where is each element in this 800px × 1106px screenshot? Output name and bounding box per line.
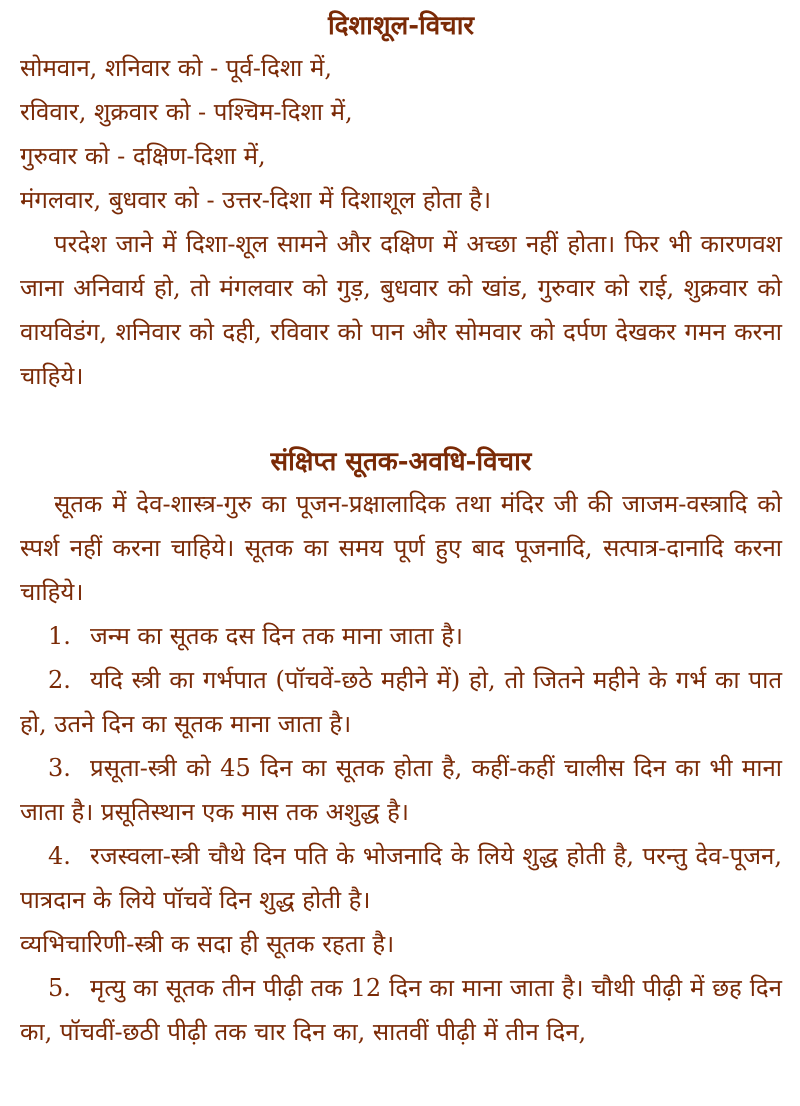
list-item-number: 1.	[48, 622, 71, 650]
list-item-text: प्रसूता-स्त्री को 45 दिन का सूतक होता है, कहीं-कहीं चालीस दिन का भी माना जाता है। प्रसूतिस्थान एक मास तक अशुद्ध है।	[20, 754, 782, 826]
list-item	[20, 746, 782, 834]
section-title-dishashool: दिशाशूल-विचार	[327, 11, 475, 41]
list-item	[20, 834, 782, 922]
dishashool-paragraph: परदेश जाने में दिशा-शूल सामने और दक्षिण में अच्छा नहीं होता। फिर भी कारणवश जाना अनिवार्य हो, तो मंगलवार को गुड़, बुधवार को खांड, गुरुवार को राई, शुक्रवार को वायविडंग, शनिवार को दही, रविवार को पान और सोमवार को दर्पण देखकर गमन करना चाहिये।	[20, 230, 782, 390]
list-item-number: 5.	[48, 974, 71, 1002]
dishashool-line-4: मंगलवार, बुधवार को - उत्तर-दिशा में दिशाशूल होता है।	[20, 186, 492, 214]
list-item	[20, 614, 782, 658]
dishashool-line-1: सोमवान, शनिवार को - पूर्व-दिशा में,	[20, 54, 332, 82]
dishashool-line-3: गुरुवार को - दक्षिण-दिशा में,	[20, 142, 266, 170]
section-title-sutak: संक्षिप्त सूतक-अवधि-विचार	[270, 447, 532, 477]
section-gap	[20, 398, 782, 442]
list-item-text: रजस्वला-स्त्री चौथे दिन पति के भोजनादि के लिये शुद्ध होती है, परन्तु देव-पूजन, पात्रदान के लिये पॉचवें दिन शुद्ध होती है।	[20, 842, 782, 914]
list-item-text: जन्म का सूतक दस दिन तक माना जाता है।	[90, 622, 464, 650]
list-item-text: यदि स्त्री का गर्भपात (पॉचवें-छठे महीने में) हो, तो जितने महीने के गर्भ का पात हो, उतने दिन का सूतक माना जाता है।	[20, 666, 782, 738]
sutak-intro-paragraph: सूतक में देव-शास्त्र-गुरु का पूजन-प्रक्षालादिक तथा मंदिर जी की जाजम-वस्त्रादि को स्पर्श नहीं करना चाहिये। सूतक का समय पूर्ण हुए बाद पूजनादि, सत्पात्र-दानादि करना चाहिये।	[20, 490, 782, 606]
dishashool-line-2: रविवार, शुक्रवार को - पश्चिम-दिशा में,	[20, 98, 353, 126]
list-item-number: 3.	[48, 754, 71, 782]
list-item-number: 4.	[48, 842, 71, 870]
list-item	[20, 966, 782, 1054]
list-item-text: मृत्यु का सूतक तीन पीढ़ी तक 12 दिन का माना जाता है। चौथी पीढ़ी में छह दिन का, पॉचवीं-छठी पीढ़ी तक चार दिन का, सातवीं पीढ़ी में तीन दिन,	[20, 974, 782, 1046]
list-item	[20, 658, 782, 746]
list-item-number: 2.	[48, 666, 71, 694]
list-note: व्यभिचारिणी-स्त्री क सदा ही सूतक रहता है।	[20, 930, 395, 958]
